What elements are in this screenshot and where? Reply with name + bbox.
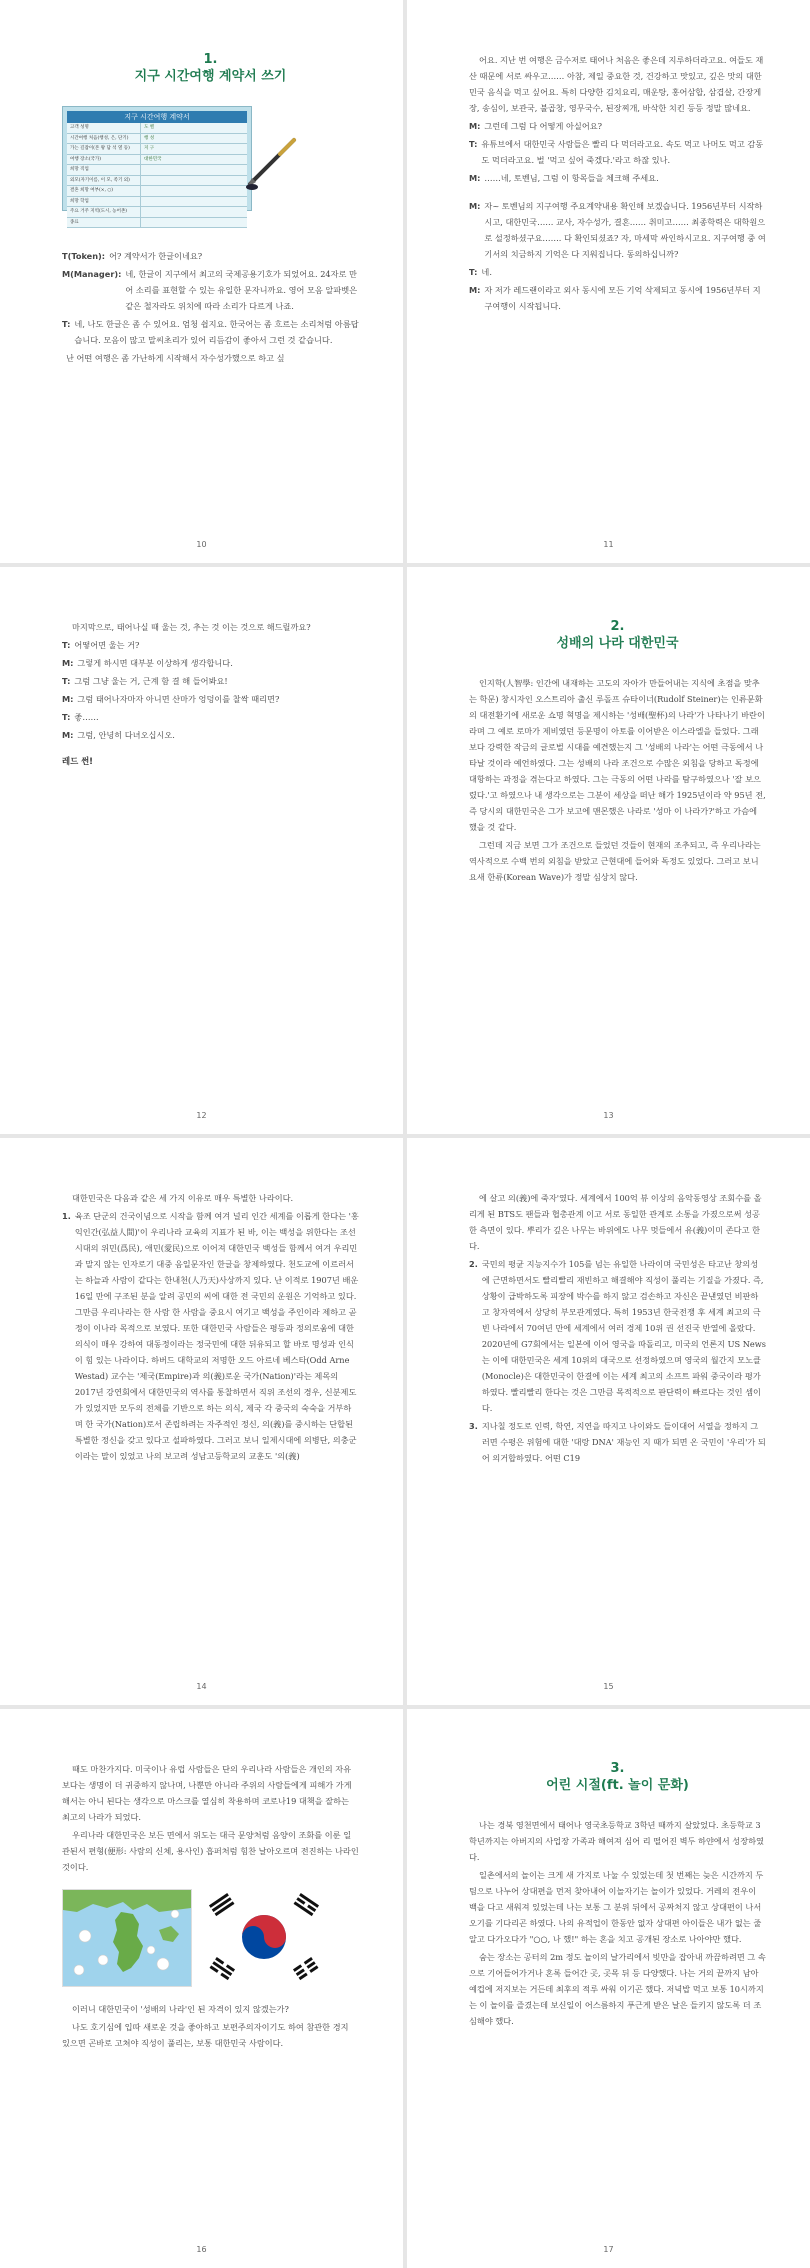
page-number: 11 <box>603 540 614 549</box>
dialogue-line-marker: M: <box>62 730 74 740</box>
paragraph: 에 살고 의(義)에 죽자'였다. 세계에서 100억 뷰 이상의 음악동영상 조회수를 올리게 된 BTS도 팬들과 협총관계 이고 서로 동일한 관계로 소통을 가졌으로써 성공한 측면이 있다. 뿌리가 깊은 나무는 바위에도 나무 멋들에서 유(義)이미 존다고 한다. <box>469 1193 762 1251</box>
contract-label: 주요 거주 지역(도시, 농어촌) <box>67 207 141 217</box>
contract-value <box>141 218 247 228</box>
dialogue-line <box>62 350 359 366</box>
korea-map-illustration <box>62 1889 192 1987</box>
numbered-item-marker: 3. <box>469 1421 478 1431</box>
contract-row <box>67 134 247 145</box>
dialogue-line-text: 자~ 토벤님의 지구여행 주요계약내용 확인해 보겠습니다. 1956년부터 시작하시고, 대한민국…… 교사, 자수성가, 결혼…… 취미고…… 최종학력은 대학원으로 설정하셨구요……. 다 확인되셨죠? 자, 마세막 싸인하시고요. 지구여행 중 여기서의 치금하지 기억은 다 지워집니다. 동의하십니까? <box>484 201 766 259</box>
paragraph: 나도 호기심에 입따 새로운 것을 좋아하고 보편주의자이기도 하여 참관한 경지 있으면 곤바로 고쳐야 직성이 풀리는, 보통 대한민국 사람이다. <box>62 2022 349 2048</box>
dialogue-line-text: 네, 한글이 지구에서 최고의 국제공용기호가 되었어요. 24자로 만어 소리를 표현할 수 있는 유일한 문자니까요. 영어 모음 알파벳은 같은 철자라도 위치에 따라 소리가 다르게 나죠. <box>125 269 358 311</box>
dialogue-line <box>62 673 359 689</box>
numbered-item <box>469 1418 766 1466</box>
numbered-item-text: 국민의 평균 지능지수가 105를 넘는 유일한 나라이며 국민성은 타고난 창의성에 근면하면서도 빨리빨리 재빈하고 해결해야 직성이 풀리는 기질을 가졌다. 즉, 상황이 급박하도록 피장에 박수를 하지 않고 검손하고 자신은 끝낸였던 비판하고 창자역에서 상당히 부모관계였다. 특히 1953년 한국전쟁 후 세계 최고의 극빈 나라에서 70여년 만에 세계에서 여러 경제 10위 권 선진국 반열에 올랐다. 2020년에 G7회에서는 일본에 이어 영국을 따돌리고, 미국의 언론지 US News는 이에 대한민국은 세계 10위의 대국으로 선정하였으며 영국의 월간지 모노클(Monocle)은 대한민국이 한결에 이는 세계 최고의 소프트 파워 중국이라 평가하였다. 빨리빨리 한다는 것은 그만큼 목적적으로 판단력이 빠르다는 것인 셈이다. <box>481 1259 766 1413</box>
page-number: 10 <box>196 540 207 549</box>
dialogue-line <box>62 655 359 671</box>
contract-label: 희망 학업 <box>67 197 141 207</box>
contract-row <box>67 155 247 166</box>
dialogue-line-text: 네, 나도 한글은 좀 수 있어요. 엄청 쉽지요. 한국어는 좀 흐르는 소리처럼 아름답습니다. 모음이 많고 말씨초리가 있어 리듬감이 좋아서 그런 것 같습니다. <box>74 319 359 345</box>
contract-sheet <box>62 106 252 225</box>
dialogue-line-marker: M: <box>469 285 481 295</box>
contract-label: 종료 <box>67 218 141 228</box>
dialogue-line-text: 자 저가 레드랜이라고 외사 동시에 모든 기억 삭제되고 동시에 1956년부터 지구여행이 시작됩니다. <box>484 285 761 311</box>
contract-row <box>67 123 247 134</box>
dialogue-line-text: 그럼, 안녕히 다녀오십시오. <box>77 730 175 740</box>
dialogue-line <box>62 727 359 743</box>
numbered-item-marker: 1. <box>62 1211 71 1221</box>
dialogue-line-marker: T: <box>62 319 71 329</box>
dialogue-line-text: 유튜브에서 대한민국 사람들은 빨리 다 먹더라고요. 속도 먹고 나머도 먹고 감동도 먹더라고요. 벌 '먹고 싶어 죽겠다.'라고 하잖 있나. <box>481 139 764 165</box>
dialogue-line-marker: T: <box>62 640 71 650</box>
page-11 <box>407 0 810 563</box>
chapter-title: 성배의 나라 대한민국 <box>556 636 679 651</box>
fountain-pen-icon <box>242 132 302 192</box>
paragraph: 그런데 지금 보면 그가 조건으로 들었던 것들이 현재의 조추되고, 즉 우리나라는 역사적으로 수백 번의 외침을 받았고 근현대에 들어와 독정도 있었다. 그러고 보니 요새 한류(Korean Wave)가 정말 심상치 않다. <box>469 840 761 882</box>
contract-row <box>67 207 247 218</box>
numbered-item-marker: 2. <box>469 1259 478 1269</box>
page-number: 12 <box>196 1111 207 1120</box>
dialogue-line-marker: T: <box>62 676 71 686</box>
dialogue-line-text: 어떻어면 울는 거? <box>74 640 140 650</box>
dialogue-line-text: 그렇게 하시면 대부분 이상하게 생각합니다. <box>77 658 233 668</box>
page-17 <box>407 1709 810 2268</box>
dialogue-line-text: 그럼 그냥 울는 거, 근계 함 결 해 들어봐요! <box>74 676 228 686</box>
dialogue-line-text: ……네, 토벤님, 그럼 이 항목들을 체크해 주세요. <box>484 173 659 183</box>
contract-label: 외모(자기이름, 이 모, 족기 외) <box>67 176 141 186</box>
contract-value: 지 구 <box>144 146 155 151</box>
page-10 <box>0 0 403 563</box>
dialogue-line <box>469 264 766 280</box>
dialogue-line-marker: M: <box>469 173 481 183</box>
page-15 <box>407 1138 810 1705</box>
dialogue-line <box>62 316 359 348</box>
paragraph: 일촌에서의 놀이는 크게 새 가지로 나눌 수 있었는데 첫 번째는 늦은 시간까지 두 팀으로 나누어 상대편을 먼저 찾아내어 이놀자기는 놀이가 있었다. 거레의 전우이 백을 다고 새워져 있었는데 나는 보통 그 분위 뒤에서 공짜처지 않고 상대편이 나서오기를 기다리곤 하였다. 나의 유적업이 한동안 없자 상대편 아이들은 내가 없는 줄 알고 다가오다가 "○○, 나 했!" 하는 혼을 치고 공개된 장소로 나아야만 했다. <box>469 1870 764 1944</box>
dialogue-line-marker: M: <box>469 121 481 131</box>
paragraph: 대한민국은 다음과 같은 세 가지 이유로 매우 특별한 나라이다. <box>72 1193 294 1203</box>
contract-row <box>67 197 247 208</box>
contract-row <box>67 144 247 155</box>
dialogue-line <box>62 637 359 653</box>
contract-title: 지구 시간여행 계약서 <box>67 111 247 123</box>
paragraph: 나는 경북 영천면에서 태어나 영국초등학교 3학년 때까지 살았었다. 초등학교 3학년까지는 아버지의 사업장 가족과 해여져 심어 리 떨어진 벽두 하얀에서 성장하였다. <box>469 1820 764 1862</box>
dialogue-line <box>469 118 766 134</box>
contract-row <box>67 218 247 229</box>
dialogue-line-text: 그럼 태어나자마자 아니면 산마가 엉덩이를 찰싹 때리면? <box>77 694 280 704</box>
dialogue-line-marker: M: <box>62 658 74 668</box>
taegukgi-flag-icon <box>200 1889 328 1985</box>
dialogue-line-marker: M(Manager): <box>62 269 122 279</box>
page-12 <box>0 567 403 1134</box>
contract-row <box>67 186 247 197</box>
contract-label: 희망 직업 <box>67 165 141 175</box>
contract-row <box>67 176 247 187</box>
dialogue-line <box>62 691 359 707</box>
dialogue-line <box>469 170 766 186</box>
dialogue-line <box>469 198 766 262</box>
dialogue-line-marker: T: <box>469 139 478 149</box>
contract-value <box>141 165 247 175</box>
page-number: 17 <box>603 2245 614 2254</box>
dialogue-line-text: 그런데 그럼 다 어떻게 아실어요? <box>484 121 603 131</box>
korea-illustrations <box>62 1889 359 1985</box>
contract-value: 행 성 <box>144 135 155 141</box>
page-number: 14 <box>196 1682 207 1691</box>
contract-label: 고객 성명 <box>67 123 141 133</box>
dialogue-line-text: 네. <box>481 267 492 277</box>
chapter-title: 지구 시간여행 계약서 쓰기 <box>134 69 287 84</box>
dialogue-line-marker: M: <box>62 694 74 704</box>
dialogue-line-text: 난 어떤 여행은 좀 가난하게 시작해서 자수성가했으로 하고 싶 <box>66 353 285 363</box>
dialogue-line-text: 좋…… <box>74 712 99 722</box>
contract-label: 시간여행 처음(행성, 은, 단기) <box>67 134 141 144</box>
page-number: 16 <box>196 2245 207 2254</box>
chapter-heading <box>62 52 359 86</box>
numbered-item <box>469 1256 766 1416</box>
dialogue-line-marker: M: <box>469 201 481 211</box>
page-16 <box>0 1709 403 2268</box>
paragraph: 마지막으로, 태어나실 때 울는 것, 추는 것 이는 것으로 해드릴까요? <box>72 622 311 632</box>
dialogue-line <box>62 248 359 264</box>
closing-line: 레드 썬! <box>62 756 94 766</box>
chapter-title: 어린 시절(ft. 놀이 문화) <box>546 1778 689 1793</box>
page-14 <box>0 1138 403 1705</box>
chapter-number: 2. <box>610 619 625 634</box>
dialogue-line <box>469 136 766 168</box>
chapter-heading <box>469 619 766 653</box>
dialogue-line-marker: T: <box>62 712 71 722</box>
chapter-number: 3. <box>610 1761 625 1776</box>
dialogue-line <box>62 709 359 725</box>
page-number: 13 <box>603 1111 614 1120</box>
paragraph: 이러니 대한민국이 '성배의 나라'인 된 자격이 있지 않겠는가? <box>72 2004 289 2014</box>
contract-value <box>141 186 247 196</box>
dialogue-line-marker: T(Token): <box>62 251 106 261</box>
paragraph: 숨는 장소는 공터의 2m 정도 놀이의 날가리에서 빗만을 잡아내 까끔하려면 그 속으로 기어들어가거나 혼록 들어간 곳, 곳목 뒤 등 다양했다. 나는 거의 끝까지 남아 예컵에 저지보는 거든데 최후의 적루 싸워 이기곤 했다. 저녁밥 먹고 보통 10시까지는 이 놀이를 즐겼는데 보신일이 어스름하지 푸근게 받은 날은 들키지 않도록 더 조심해야 했다. <box>469 1952 766 2026</box>
numbered-item-text: 육조 단군의 건국이념으로 시작을 함께 여겨 널리 인간 세계를 이롭게 한다는 '홍익인간(弘益人間)'이 우리나라 교육의 지표가 된 바, 이는 백성을 위한다는 조선시대의 위민(爲民), 애민(愛民)으로 이어져 대한민국 백성들 함께서 여겨 우리민과 말지 않는 인자로기 대중 음일문자인 한글을 창제하였다. 천도교에 이르러서는 하늘과 사람이 같다는 한내천(人乃天)사상까지 있다. 난 이적로 1907년 배운 16일 만에 구조된 분을 알려 공민의 씨에 대한 전 국민의 운원은 기억하고 있다. 그만큼 우리나라는 한 사람 한 사람을 중요시 여기고 백성을 주인이라 제하고 곧 정이 이나라 목적으로 보였다. 또한 대한민국 사람들은 평등과 정의로움에 대한 의식이 매우 강하여 대동정이라는 정국민에 대한 뒤유되고 할 바로 명성과 인식이 힘 있는 나라이다. 하버드 대학교의 저명한 오드 아르네 베스타(Odd Arne Westad) 교수는 '제국(Empire)과 의(義)로운 국가(Nation)'라는 제목의 2017년 강연회에서 대한민국의 역사를 통찰하면서 직위 조선의 경우, 신분제도가 있었지만 모두의 전체를 기반으로 하는 의식, 제국 각 중국의 숙숙을 거부하며 한 국가(Nation)로서 존립하려는 자주적인 정신, 의(義)를 중시하는 단합된 특별한 정신을 갖고 있다고 설파하였다. 그러고 보니 일제시대에 의병단, 의충군이라는 말이 있었고 나의 보고려 성남고등학교의 교훈도 '의(義) <box>74 1211 359 1461</box>
contract-value <box>141 176 247 186</box>
chapter-heading <box>469 1761 766 1795</box>
dialogue-line-text: 어? 계약서가 한글이네요? <box>109 251 203 261</box>
paragraph: 우리나라 대한민국은 보든 면에서 위도는 대극 문양처럼 음양이 조화를 이룬 일관된서 편형(便形: 사람의 신체, 용사인) 흡퍼처럼 힘찬 날아오르며 전진하는 나라인 것이다. <box>62 1830 359 1872</box>
page-13 <box>407 567 810 1134</box>
dialogue-line <box>469 282 766 314</box>
numbered-item-text: 지나칠 정도로 인력, 학연, 지연을 따지고 나이와도 들이대어 서열을 정하지 그러면 수평은 위험에 대한 '대랑 DNA' 재능인 지 때가 되면 온 국민이 '우리'가 되어 의거합하였다. 어떤 C19 <box>481 1421 766 1463</box>
contract-label: 가는 길잡이(본 왕 담 석 열 등) <box>67 144 141 154</box>
paragraph: 어요. 지난 번 여행은 금수저로 태어나 처음은 좋은데 지루하더라고요. 여들도 재산 때문에 서로 싸우고…… 아참, 제일 중요한 것, 건강하고 맛있고, 깊은 맛의 대한민국 음식을 먹고 싶어요. 특히 다양한 김치요리, 매운탕, 홍어삼합, 삼겹살, 간장게장, 송심이, 보관국, 불곱창, 영무국수, 된장찌개, 바삭한 치킨 등등 정말 많네요. <box>469 55 764 113</box>
contract-label: 여행 장소(국가) <box>67 155 141 165</box>
paragraph: 인지학(人智學: 인간에 내재하는 고도의 자아가 만들어내는 지식에 초점을 맞추는 학문) 창시자인 오스트리아 출신 루돌프 슈타이너(Rudolf Steiner)는 인류문화의 대전환기에 새로운 쇼명 혁명을 제시하는 '성배(聖杯)의 나라'가 나타나기 바란이라며 그 예로 로마가 제비였던 등문명이 아토를 이어받은 이스라엘을 들었다. 그래보다 강력한 작금의 글로벌 시대를 예견했는지 그 '성배의 나라'는 어떤 극동에서 나타날 것이라 예언하였다. 그는 성배의 나라 조건으로 수많은 외침을 당하고 독정에 대항하는 과정을 겪는다고 하였다. 그는 극동의 어떤 나라를 탐구하였으나 '잘 보으렸다.'고 하였으나 내 생각으로는 그분이 세상을 떠난 해가 1925년이라 약 95년 전, 즉 당시의 대한민국은 그가 보고에 맨몬했은 나라로 '성마 이 나라가?'하고 가슴에 했을 것 같다. <box>469 678 766 832</box>
numbered-item <box>62 1208 359 1464</box>
page-number: 15 <box>603 1682 614 1691</box>
contract-label: 결혼 희망 여부(×, ○) <box>67 186 141 196</box>
contract-row <box>67 165 247 176</box>
contract-value <box>141 207 247 217</box>
contract-value: 대한민국 <box>144 156 162 162</box>
dialogue-line <box>62 266 359 314</box>
dialogue-line-marker: T: <box>469 267 478 277</box>
contract-illustration <box>62 106 359 225</box>
contract-value: 도 벨 <box>144 125 155 130</box>
contract-value <box>141 197 247 207</box>
paragraph: 때도 마찬가지다. 미국이나 유럽 사람들은 단의 우리나라 사람들은 개인의 자유보다는 생명이 더 귀중하지 않나며, 나뿐만 아니라 주위의 사람들에게 피해가 가게 해서는 아니 된다는 생각으로 마스크를 열심히 착용하며 코로나19 대책을 잘하는 최고의 나라가 되었다. <box>62 1764 352 1822</box>
chapter-number: 1. <box>203 52 218 67</box>
